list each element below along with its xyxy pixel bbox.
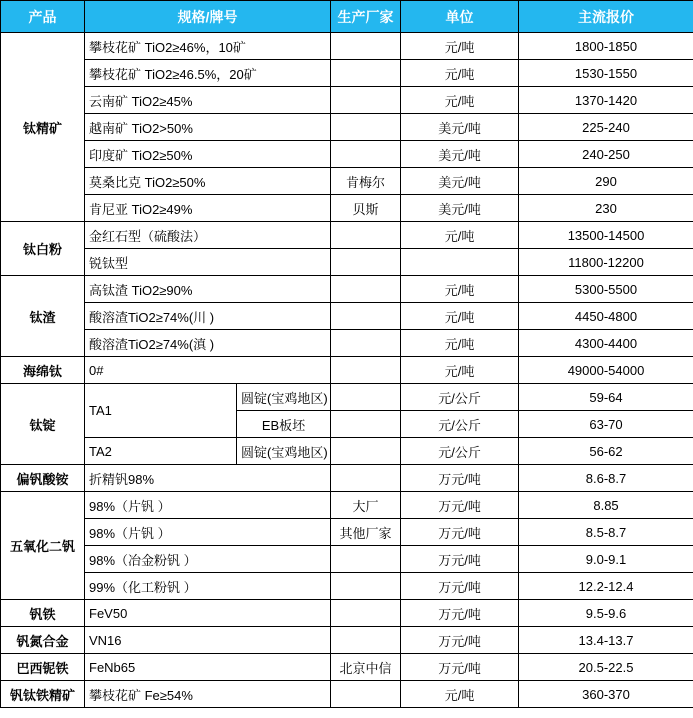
cell-product: 五氧化二钒 [1, 492, 85, 600]
cell-spec: 金红石型（硫酸法） [85, 222, 331, 249]
cell-spec: 98%（冶金粉钒 ） [85, 546, 331, 573]
cell-product: 钛精矿 [1, 33, 85, 222]
cell-product: 钒钛铁精矿 [1, 681, 85, 708]
cell-spec: 98%（片钒 ） [85, 492, 331, 519]
cell-factory [331, 573, 401, 600]
cell-product: 钒铁 [1, 600, 85, 627]
cell-unit: 美元/吨 [401, 168, 519, 195]
column-header-price: 主流报价 [519, 1, 693, 33]
cell-unit: 美元/吨 [401, 195, 519, 222]
table-row [1, 492, 693, 519]
table-row [1, 60, 693, 87]
cell-factory: 大厂 [331, 492, 401, 519]
table-row [1, 276, 693, 303]
cell-spec: 印度矿 TiO2≥50% [85, 141, 331, 168]
cell-factory: 北京中信 [331, 654, 401, 681]
cell-spec: 肯尼亚 TiO2≥49% [85, 195, 331, 222]
cell-price: 225-240 [519, 114, 693, 141]
table-row [1, 33, 693, 60]
cell-unit: 元/吨 [401, 303, 519, 330]
cell-factory [331, 465, 401, 492]
cell-unit: 万元/吨 [401, 546, 519, 573]
cell-price: 4450-4800 [519, 303, 693, 330]
table-row [1, 87, 693, 114]
table-row [1, 465, 693, 492]
cell-unit: 元/吨 [401, 681, 519, 708]
cell-unit: 元/公斤 [401, 438, 519, 465]
cell-price: 13.4-13.7 [519, 627, 693, 654]
table-row [1, 168, 693, 195]
cell-factory [331, 141, 401, 168]
cell-price: 49000-54000 [519, 357, 693, 384]
table-row [1, 546, 693, 573]
cell-price: 13500-14500 [519, 222, 693, 249]
cell-unit: 万元/吨 [401, 519, 519, 546]
table-row [1, 438, 693, 465]
cell-factory [331, 330, 401, 357]
cell-spec: 锐钛型 [85, 249, 331, 276]
cell-factory [331, 276, 401, 303]
cell-factory [331, 87, 401, 114]
cell-spec: 高钛渣 TiO2≥90% [85, 276, 331, 303]
cell-product: 钛渣 [1, 276, 85, 357]
table-row [1, 141, 693, 168]
cell-unit: 美元/吨 [401, 114, 519, 141]
cell-unit: 万元/吨 [401, 654, 519, 681]
column-header-unit: 单位 [401, 1, 519, 33]
cell-product: 巴西铌铁 [1, 654, 85, 681]
table-row [1, 519, 693, 546]
cell-factory [331, 411, 401, 438]
cell-unit: 元/吨 [401, 87, 519, 114]
cell-factory: 贝斯 [331, 195, 401, 222]
table-body [1, 33, 693, 708]
table-row [1, 384, 693, 411]
cell-price: 1370-1420 [519, 87, 693, 114]
cell-unit: 元/公斤 [401, 411, 519, 438]
cell-factory [331, 114, 401, 141]
cell-price: 9.5-9.6 [519, 600, 693, 627]
cell-factory [331, 222, 401, 249]
cell-unit: 元/吨 [401, 330, 519, 357]
cell-factory [331, 546, 401, 573]
cell-price: 240-250 [519, 141, 693, 168]
cell-unit: 万元/吨 [401, 627, 519, 654]
cell-factory [331, 627, 401, 654]
cell-spec: 莫桑比克 TiO2≥50% [85, 168, 331, 195]
cell-price: 8.85 [519, 492, 693, 519]
cell-price: 8.5-8.7 [519, 519, 693, 546]
table-row [1, 114, 693, 141]
cell-spec: 越南矿 TiO2>50% [85, 114, 331, 141]
cell-product: 钛锭 [1, 384, 85, 465]
cell-spec: TA1 [85, 384, 237, 438]
cell-price: 1530-1550 [519, 60, 693, 87]
cell-price: 290 [519, 168, 693, 195]
cell-price: 11800-12200 [519, 249, 693, 276]
cell-factory [331, 60, 401, 87]
cell-price: 1800-1850 [519, 33, 693, 60]
cell-factory [331, 438, 401, 465]
cell-unit: 元/吨 [401, 222, 519, 249]
cell-spec: 酸溶渣TiO2≥74%(滇 ) [85, 330, 331, 357]
cell-price: 8.6-8.7 [519, 465, 693, 492]
column-header-spec: 规格/牌号 [85, 1, 331, 33]
cell-spec-sub: 圆锭(宝鸡地区) [237, 438, 331, 465]
cell-unit: 元/吨 [401, 276, 519, 303]
cell-price: 59-64 [519, 384, 693, 411]
cell-spec: 云南矿 TiO2≥45% [85, 87, 331, 114]
cell-unit: 万元/吨 [401, 492, 519, 519]
cell-product: 海绵钛 [1, 357, 85, 384]
cell-spec-sub: EB板坯 [237, 411, 331, 438]
table-row [1, 681, 693, 708]
table-row [1, 330, 693, 357]
table-header-row [1, 1, 693, 33]
cell-spec: FeV50 [85, 600, 331, 627]
cell-spec: TA2 [85, 438, 237, 465]
cell-factory [331, 357, 401, 384]
cell-factory [331, 384, 401, 411]
table-row [1, 357, 693, 384]
cell-unit [401, 249, 519, 276]
cell-spec: 攀枝花矿 TiO2≥46.5%，20矿 [85, 60, 331, 87]
cell-unit: 万元/吨 [401, 573, 519, 600]
cell-price: 9.0-9.1 [519, 546, 693, 573]
table-row [1, 303, 693, 330]
cell-spec: 0# [85, 357, 331, 384]
cell-spec-sub: 圆锭(宝鸡地区) [237, 384, 331, 411]
cell-unit: 美元/吨 [401, 141, 519, 168]
cell-unit: 万元/吨 [401, 465, 519, 492]
cell-spec: FeNb65 [85, 654, 331, 681]
cell-price: 230 [519, 195, 693, 222]
table-row [1, 600, 693, 627]
cell-price: 20.5-22.5 [519, 654, 693, 681]
cell-price: 5300-5500 [519, 276, 693, 303]
cell-unit: 元/吨 [401, 357, 519, 384]
cell-product: 钛白粉 [1, 222, 85, 276]
cell-factory: 肯梅尔 [331, 168, 401, 195]
cell-product: 钒氮合金 [1, 627, 85, 654]
table-row [1, 222, 693, 249]
table-row [1, 249, 693, 276]
cell-spec: 98%（片钒 ） [85, 519, 331, 546]
cell-factory [331, 303, 401, 330]
cell-factory: 其他厂家 [331, 519, 401, 546]
cell-price: 56-62 [519, 438, 693, 465]
table-row [1, 195, 693, 222]
cell-unit: 元/公斤 [401, 384, 519, 411]
cell-price: 360-370 [519, 681, 693, 708]
cell-price: 4300-4400 [519, 330, 693, 357]
column-header-product: 产品 [1, 1, 85, 33]
cell-spec: 酸溶渣TiO2≥74%(川 ) [85, 303, 331, 330]
column-header-factory: 生产厂家 [331, 1, 401, 33]
cell-factory [331, 33, 401, 60]
cell-unit: 元/吨 [401, 33, 519, 60]
cell-factory [331, 249, 401, 276]
table-row [1, 573, 693, 600]
cell-spec: 折精钒98% [85, 465, 331, 492]
cell-product: 偏钒酸铵 [1, 465, 85, 492]
cell-price: 12.2-12.4 [519, 573, 693, 600]
cell-price: 63-70 [519, 411, 693, 438]
table-row [1, 627, 693, 654]
cell-spec: 99%（化工粉钒 ） [85, 573, 331, 600]
table-header [1, 1, 693, 33]
cell-factory [331, 681, 401, 708]
cell-factory [331, 600, 401, 627]
cell-unit: 万元/吨 [401, 600, 519, 627]
cell-spec: 攀枝花矿 TiO2≥46%，10矿 [85, 33, 331, 60]
cell-unit: 元/吨 [401, 60, 519, 87]
table-row [1, 654, 693, 681]
cell-spec: VN16 [85, 627, 331, 654]
cell-spec: 攀枝花矿 Fe≥54% [85, 681, 331, 708]
